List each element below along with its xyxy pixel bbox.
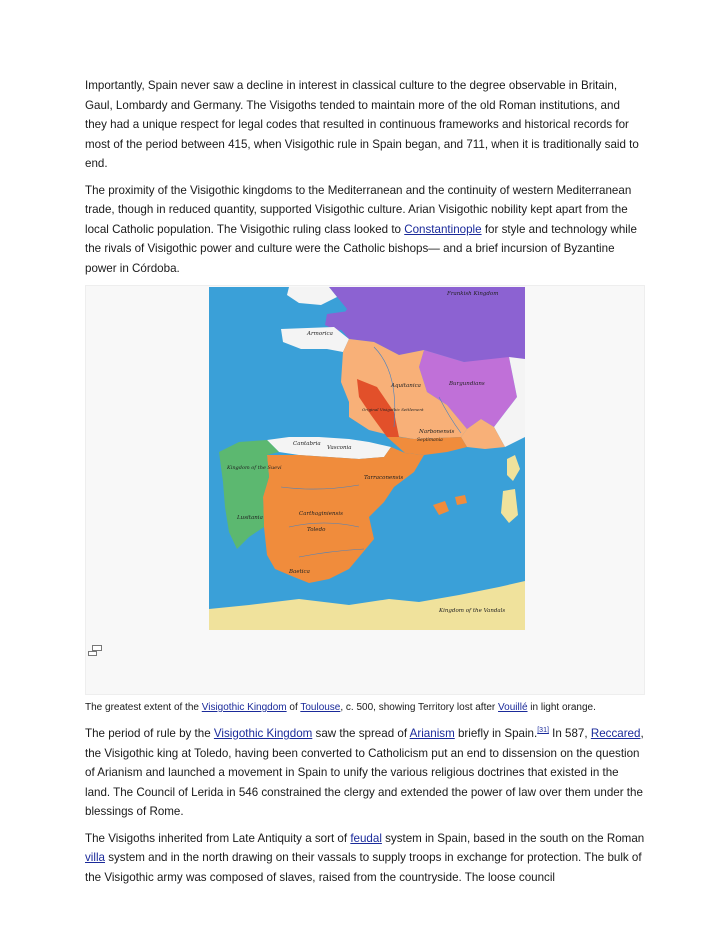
reccared-link[interactable]: Reccared (590, 727, 641, 740)
label-aquitanica: Aquitanica (391, 383, 421, 389)
vouille-link[interactable]: Vouillé (498, 702, 528, 713)
label-toledo: Toledo (307, 527, 326, 533)
map-caption: The greatest extent of the Visigothic Kingdom of Toulouse, c. 500, showing Territory lost after Vouillé in light orange. (85, 702, 596, 713)
label-kingdom-of-the-vandals: Kingdom of the Vandals (439, 608, 506, 614)
feudal-link[interactable]: feudal (350, 831, 382, 845)
visigothic-kingdom-link-2[interactable]: Visigothic Kingdom (213, 727, 313, 740)
paragraph-2 (85, 181, 645, 279)
visigothic-kingdom-map[interactable] (209, 287, 525, 630)
enlarge-icon[interactable] (87, 644, 103, 656)
paragraph-1: Importantly, Spain never saw a decline in interest in classical culture to the degree observable in Britain, Gaul, Lombardy and Germany. The Visigoths tended to maintain more of the old Roman institutions, and they had a unique respect for legal codes that resulted in continuous frameworks and historical records for most of the period between 415, when Visigothic rule in Spain began, and 711, when it is traditionally said to end. (85, 79, 639, 170)
map-figure (85, 285, 645, 695)
citation-31-link[interactable]: [31] (537, 727, 549, 734)
label-lusitania: Lusitania (237, 515, 263, 521)
label-carthaginiensis: Carthaginiensis (299, 511, 343, 517)
label-cantabria: Cantabria (293, 441, 321, 447)
visigothic-kingdom-link[interactable]: Visigothic Kingdom (201, 702, 287, 713)
toulouse-link[interactable]: Toulouse (300, 702, 341, 713)
paragraph-4: The Visigoths inherited from Late Antiquity a sort of feudal system in Spain, based in the south on the Roman villa system and in the north drawing on their vassals to supply troops in exchange for protection. The bulk of the Visigothic army was composed of slaves, raised from the countryside. The loose council (85, 831, 645, 884)
label-original-settlement: Original Visigothic Settlement (362, 407, 424, 412)
paragraph-2-text-end: for style and technology while the rivals of Visigothic power and culture were the Catholic bishops— and a brief incursion of Byzantine power in Córdoba. (85, 222, 637, 275)
label-armorica: Armorica (307, 331, 333, 337)
constantinople-link[interactable]: Constantinople (404, 222, 482, 236)
villa-link[interactable]: villa (85, 851, 105, 864)
label-kingdom-of-the-suevi: Kingdom of the Suevi (227, 465, 282, 471)
label-tarraconensis: Tarraconensis (364, 475, 404, 481)
label-burgundians: Burgundians (449, 381, 485, 387)
label-septimania: Septimania (417, 438, 443, 443)
label-baetica: Baetica (289, 569, 310, 575)
label-vasconia: Vasconia (327, 445, 352, 451)
label-frankish-kingdom: Frankish Kingdom (447, 291, 499, 297)
paragraph-2-text: The proximity of the Visigothic kingdoms to the Mediterranean and the continuity of western Mediterranean trade, though in reduced quantity, supported Visigothic culture. Arian Visigothic nobility kept apart from the local Catholic population. The Visigothic ruling class looked to (85, 183, 632, 236)
arianism-link[interactable]: Arianism (409, 727, 455, 740)
document-page (85, 76, 645, 894)
label-narbonensis: Narbonensis (419, 429, 455, 435)
paragraph-3: The period of rule by the Visigothic Kingdom saw the spread of Arianism briefly in Spain.[31] In 587, Reccared, the Visigothic king at Toledo, having been converted to Catholicism put an end to dissension on the question of Arianism and launched a movement in Spain to unify the various religious doctrines that existed in the land. The Council of Lerida in 546 constrained the clergy and extended the power of law over them under the blessings of Rome. (85, 727, 644, 818)
